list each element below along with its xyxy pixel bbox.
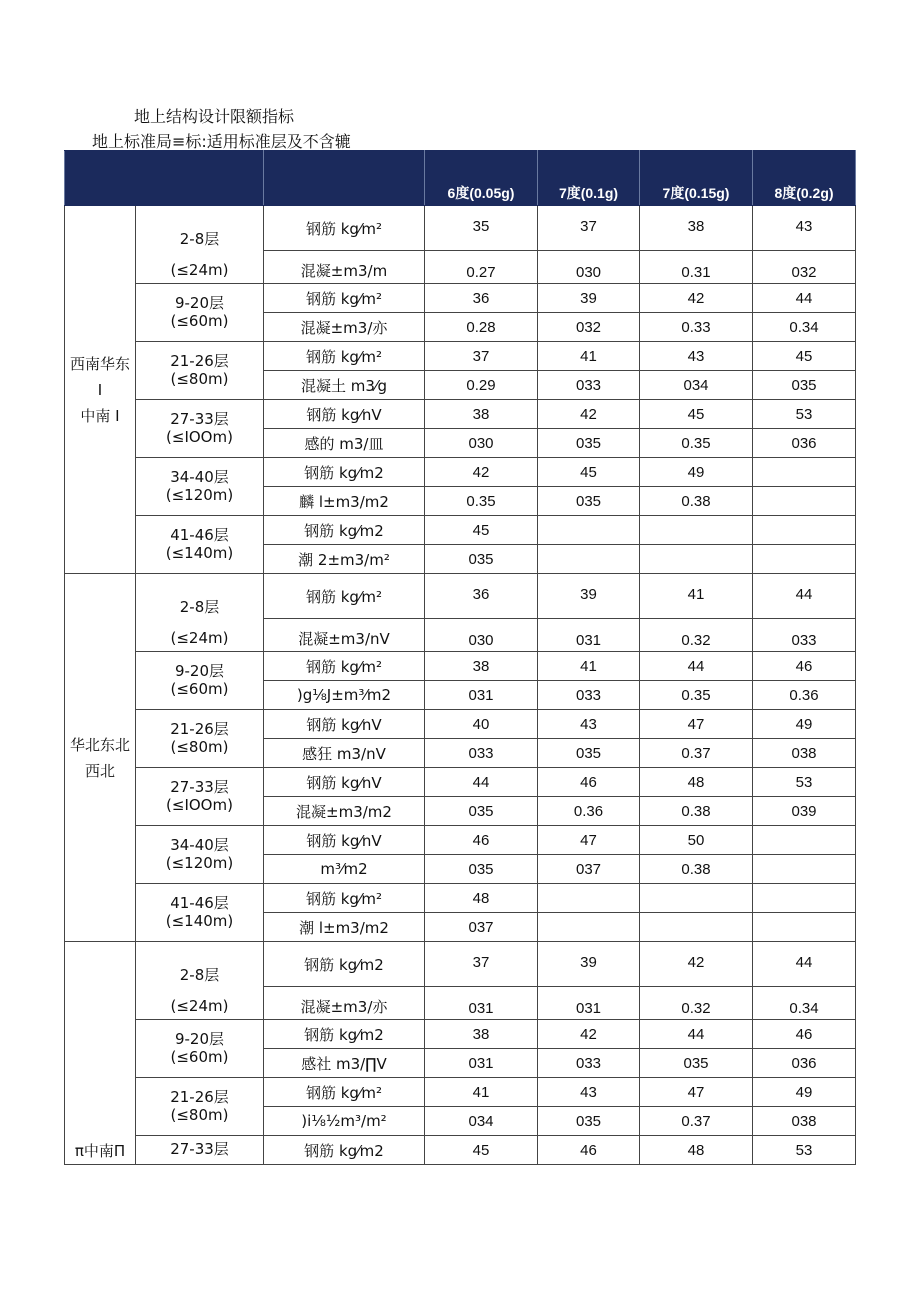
value-cell: 48 <box>640 1136 753 1165</box>
value-cell: 42 <box>538 400 640 429</box>
table-row <box>65 942 856 987</box>
floor-range: (≤140m) <box>165 911 234 930</box>
floor-range: (≤80m) <box>170 1105 229 1124</box>
value-cell: 36 <box>425 284 538 313</box>
floor-range: (≤24m) <box>170 260 229 279</box>
value-cell: 49 <box>640 458 753 487</box>
value-cell: 49 <box>753 710 856 739</box>
item-cell: 混凝土 m3⁄g <box>264 371 425 400</box>
value-cell: 0.35 <box>425 487 538 516</box>
value-cell <box>753 458 856 487</box>
floor-label: 27-33层 <box>170 1140 229 1159</box>
item-cell: 感社 m3/∏V <box>264 1049 425 1078</box>
table-row <box>65 458 856 487</box>
value-cell: 0.27 <box>425 251 538 284</box>
item-cell: 钢筋 kg⁄nV <box>264 400 425 429</box>
floor-cell <box>136 1136 264 1165</box>
value-cell: 039 <box>753 797 856 826</box>
value-cell: 47 <box>640 1078 753 1107</box>
value-cell: 0.37 <box>640 739 753 768</box>
value-cell: 38 <box>425 400 538 429</box>
value-cell: 41 <box>425 1078 538 1107</box>
table-row <box>65 516 856 545</box>
value-cell: 0.38 <box>640 487 753 516</box>
value-cell: 47 <box>538 826 640 855</box>
item-cell: 钢筋 kg⁄m² <box>264 1078 425 1107</box>
value-cell: 031 <box>538 619 640 652</box>
value-cell <box>640 913 753 942</box>
value-cell: 030 <box>425 429 538 458</box>
floor-cell <box>136 1078 264 1136</box>
table-row <box>65 768 856 797</box>
region-cell <box>65 942 136 1165</box>
value-cell: 035 <box>753 371 856 400</box>
floor-label: 27-33层 <box>170 410 229 429</box>
value-cell <box>753 487 856 516</box>
value-cell <box>640 545 753 574</box>
floor-range: (≤140m) <box>165 543 234 562</box>
table-row <box>65 884 856 913</box>
value-cell: 0.38 <box>640 797 753 826</box>
value-cell: 38 <box>425 1020 538 1049</box>
value-cell: 0.29 <box>425 371 538 400</box>
value-cell: 37 <box>425 942 538 987</box>
page-title: 地上结构设计限额指标 <box>134 107 295 126</box>
floor-range: (≤60m) <box>170 311 229 330</box>
floor-cell <box>136 574 264 652</box>
value-cell: 031 <box>425 681 538 710</box>
header-cell: 8度(0.2g) <box>753 151 856 206</box>
value-cell: 42 <box>425 458 538 487</box>
item-cell: 钢筋 kg⁄nV <box>264 826 425 855</box>
value-cell: 0.36 <box>538 797 640 826</box>
region-line: 中南 I <box>80 406 120 425</box>
floor-range: (≤80m) <box>170 737 229 756</box>
floor-label: 9-20层 <box>174 662 225 681</box>
value-cell: 031 <box>425 1049 538 1078</box>
value-cell: 41 <box>538 652 640 681</box>
value-cell: 44 <box>753 942 856 987</box>
table-row <box>65 826 856 855</box>
value-cell: 46 <box>753 1020 856 1049</box>
value-cell: 0.35 <box>640 681 753 710</box>
item-cell: 钢筋 kg⁄nV <box>264 768 425 797</box>
floor-range: (≤IOOm) <box>166 427 233 446</box>
item-cell: 麟 l±m3/m2 <box>264 487 425 516</box>
item-cell: 钢筋 kg⁄m2 <box>264 1136 425 1165</box>
value-cell: 50 <box>640 826 753 855</box>
floor-range: (≤80m) <box>170 369 229 388</box>
table-row <box>65 1078 856 1107</box>
floor-label: 21-26层 <box>170 1088 229 1107</box>
header-blank <box>264 151 425 206</box>
value-cell: 037 <box>538 855 640 884</box>
value-cell: 035 <box>538 487 640 516</box>
table-row <box>65 652 856 681</box>
quota-table <box>64 150 856 1165</box>
value-cell: 0.37 <box>640 1107 753 1136</box>
floor-cell <box>136 884 264 942</box>
value-cell: 0.31 <box>640 251 753 284</box>
value-cell: 47 <box>640 710 753 739</box>
value-cell: 0.35 <box>640 429 753 458</box>
floor-cell <box>136 284 264 342</box>
value-cell <box>538 884 640 913</box>
value-cell: 0.34 <box>753 987 856 1020</box>
value-cell: 035 <box>538 739 640 768</box>
region-cell <box>65 574 136 942</box>
value-cell: 033 <box>538 681 640 710</box>
value-cell <box>753 884 856 913</box>
floor-range: (≤120m) <box>165 853 234 872</box>
region-line: 华北东北 <box>69 735 130 754</box>
value-cell: 49 <box>753 1078 856 1107</box>
value-cell: 036 <box>753 1049 856 1078</box>
value-cell: 035 <box>640 1049 753 1078</box>
value-cell: 35 <box>425 206 538 251</box>
value-cell: 43 <box>640 342 753 371</box>
item-cell: 钢筋 kg⁄m2 <box>264 942 425 987</box>
value-cell: 030 <box>425 619 538 652</box>
item-cell: 钢筋 kg⁄m² <box>264 206 425 251</box>
floor-label: 2-8层 <box>179 965 220 984</box>
value-cell: 36 <box>425 574 538 619</box>
value-cell: 034 <box>640 371 753 400</box>
item-cell: 感的 m3/皿 <box>264 429 425 458</box>
header-cell: 7度(0.1g) <box>538 151 640 206</box>
floor-label: 21-26层 <box>170 352 229 371</box>
floor-range: (≤24m) <box>170 996 229 1015</box>
region-line: 西南华东 <box>69 354 130 373</box>
item-cell: 混凝±m3/亦 <box>264 313 425 342</box>
value-cell: 38 <box>640 206 753 251</box>
value-cell: 53 <box>753 768 856 797</box>
value-cell: 39 <box>538 942 640 987</box>
value-cell: 038 <box>753 1107 856 1136</box>
item-cell: )i⅛½m³/m² <box>264 1107 425 1136</box>
floor-cell <box>136 768 264 826</box>
floor-label: 2-8层 <box>179 597 220 616</box>
value-cell: 033 <box>753 619 856 652</box>
value-cell: 037 <box>425 913 538 942</box>
item-cell: 钢筋 kg⁄m² <box>264 284 425 313</box>
region-cell <box>65 206 136 574</box>
table-row <box>65 284 856 313</box>
floor-label: 41-46层 <box>170 526 229 545</box>
value-cell: 42 <box>640 284 753 313</box>
page-subtitle: 地上标准局≡标:适用标准层及不含辘 <box>92 132 351 151</box>
item-cell: 混凝±m3/m <box>264 251 425 284</box>
floor-cell <box>136 400 264 458</box>
value-cell <box>753 913 856 942</box>
value-cell: 43 <box>753 206 856 251</box>
value-cell: 0.38 <box>640 855 753 884</box>
value-cell: 43 <box>538 710 640 739</box>
header-row <box>65 151 856 206</box>
table-row <box>65 206 856 251</box>
value-cell <box>753 545 856 574</box>
floor-range: (≤60m) <box>170 679 229 698</box>
value-cell: 44 <box>425 768 538 797</box>
floor-range: (≤24m) <box>170 628 229 647</box>
value-cell: 035 <box>538 1107 640 1136</box>
value-cell: 46 <box>538 1136 640 1165</box>
value-cell: 035 <box>538 429 640 458</box>
value-cell: 035 <box>425 855 538 884</box>
value-cell: 032 <box>753 251 856 284</box>
table-row <box>65 574 856 619</box>
value-cell: 44 <box>640 1020 753 1049</box>
value-cell: 038 <box>753 739 856 768</box>
floor-label: 2-8层 <box>179 229 220 248</box>
floor-range: (≤IOOm) <box>166 795 233 814</box>
value-cell: 37 <box>425 342 538 371</box>
floor-cell <box>136 1020 264 1078</box>
value-cell: 42 <box>538 1020 640 1049</box>
item-cell: 钢筋 kg⁄m² <box>264 652 425 681</box>
item-cell: 混凝±m3/亦 <box>264 987 425 1020</box>
value-cell: 033 <box>538 1049 640 1078</box>
value-cell: 39 <box>538 284 640 313</box>
floor-label: 34-40层 <box>170 468 229 487</box>
value-cell: 48 <box>425 884 538 913</box>
value-cell <box>753 855 856 884</box>
value-cell <box>538 516 640 545</box>
floor-cell <box>136 458 264 516</box>
item-cell: 混凝±m3/nV <box>264 619 425 652</box>
value-cell: 45 <box>538 458 640 487</box>
value-cell: 41 <box>538 342 640 371</box>
value-cell: 53 <box>753 400 856 429</box>
table-row <box>65 1136 856 1165</box>
floor-cell <box>136 826 264 884</box>
value-cell: 031 <box>538 987 640 1020</box>
value-cell: 45 <box>425 1136 538 1165</box>
value-cell <box>538 913 640 942</box>
floor-label: 34-40层 <box>170 836 229 855</box>
value-cell: 42 <box>640 942 753 987</box>
item-cell: 混凝±m3/m2 <box>264 797 425 826</box>
item-cell: 钢筋 kg⁄m² <box>264 884 425 913</box>
value-cell <box>640 516 753 545</box>
item-cell: 钢筋 kg⁄m2 <box>264 458 425 487</box>
value-cell: 032 <box>538 313 640 342</box>
floor-label: 41-46层 <box>170 894 229 913</box>
value-cell: 030 <box>538 251 640 284</box>
floor-cell <box>136 206 264 284</box>
floor-cell <box>136 652 264 710</box>
table-row <box>65 400 856 429</box>
value-cell: 45 <box>425 516 538 545</box>
floor-cell <box>136 516 264 574</box>
value-cell: 46 <box>425 826 538 855</box>
item-cell: 钢筋 kg⁄m2 <box>264 1020 425 1049</box>
value-cell <box>753 516 856 545</box>
value-cell: 45 <box>753 342 856 371</box>
floor-cell <box>136 942 264 1020</box>
value-cell: 033 <box>538 371 640 400</box>
table-row <box>65 342 856 371</box>
value-cell: 44 <box>753 284 856 313</box>
value-cell: 40 <box>425 710 538 739</box>
table-row <box>65 1020 856 1049</box>
header-cell: 7度(0.15g) <box>640 151 753 206</box>
value-cell: 46 <box>538 768 640 797</box>
value-cell: 035 <box>425 797 538 826</box>
value-cell: 46 <box>753 652 856 681</box>
region-line: π中南Π <box>74 1142 126 1160</box>
item-cell: 钢筋 kg⁄m2 <box>264 516 425 545</box>
item-cell: 潮 2±m3/m² <box>264 545 425 574</box>
value-cell: 41 <box>640 574 753 619</box>
value-cell: 44 <box>640 652 753 681</box>
value-cell: 45 <box>640 400 753 429</box>
value-cell <box>753 826 856 855</box>
floor-label: 9-20层 <box>174 294 225 313</box>
floor-label: 9-20层 <box>174 1030 225 1049</box>
floor-range: (≤120m) <box>165 485 234 504</box>
table-row <box>65 710 856 739</box>
value-cell <box>538 545 640 574</box>
floor-cell <box>136 710 264 768</box>
item-cell: m³⁄m2 <box>264 855 425 884</box>
value-cell: 0.32 <box>640 987 753 1020</box>
value-cell: 48 <box>640 768 753 797</box>
item-cell: 感狂 m3/nV <box>264 739 425 768</box>
value-cell: 033 <box>425 739 538 768</box>
item-cell: 钢筋 kg⁄nV <box>264 710 425 739</box>
region-line: 西北 <box>84 761 115 780</box>
item-cell: 潮 l±m3/m2 <box>264 913 425 942</box>
floor-label: 27-33层 <box>170 778 229 797</box>
value-cell: 035 <box>425 545 538 574</box>
floor-label: 21-26层 <box>170 720 229 739</box>
value-cell: 0.36 <box>753 681 856 710</box>
item-cell: 钢筋 kg⁄m² <box>264 342 425 371</box>
floor-range: (≤60m) <box>170 1047 229 1066</box>
value-cell: 0.28 <box>425 313 538 342</box>
value-cell: 53 <box>753 1136 856 1165</box>
item-cell: 钢筋 kg⁄m² <box>264 574 425 619</box>
floor-cell <box>136 342 264 400</box>
value-cell: 38 <box>425 652 538 681</box>
value-cell: 0.32 <box>640 619 753 652</box>
value-cell: 0.34 <box>753 313 856 342</box>
value-cell: 034 <box>425 1107 538 1136</box>
item-cell: )g⅛J±m³⁄m2 <box>264 681 425 710</box>
value-cell: 43 <box>538 1078 640 1107</box>
header-blank <box>65 151 264 206</box>
value-cell: 031 <box>425 987 538 1020</box>
header-cell: 6度(0.05g) <box>425 151 538 206</box>
value-cell: 036 <box>753 429 856 458</box>
value-cell: 39 <box>538 574 640 619</box>
value-cell: 0.33 <box>640 313 753 342</box>
region-line: I <box>97 380 103 399</box>
value-cell: 44 <box>753 574 856 619</box>
value-cell <box>640 884 753 913</box>
value-cell: 37 <box>538 206 640 251</box>
